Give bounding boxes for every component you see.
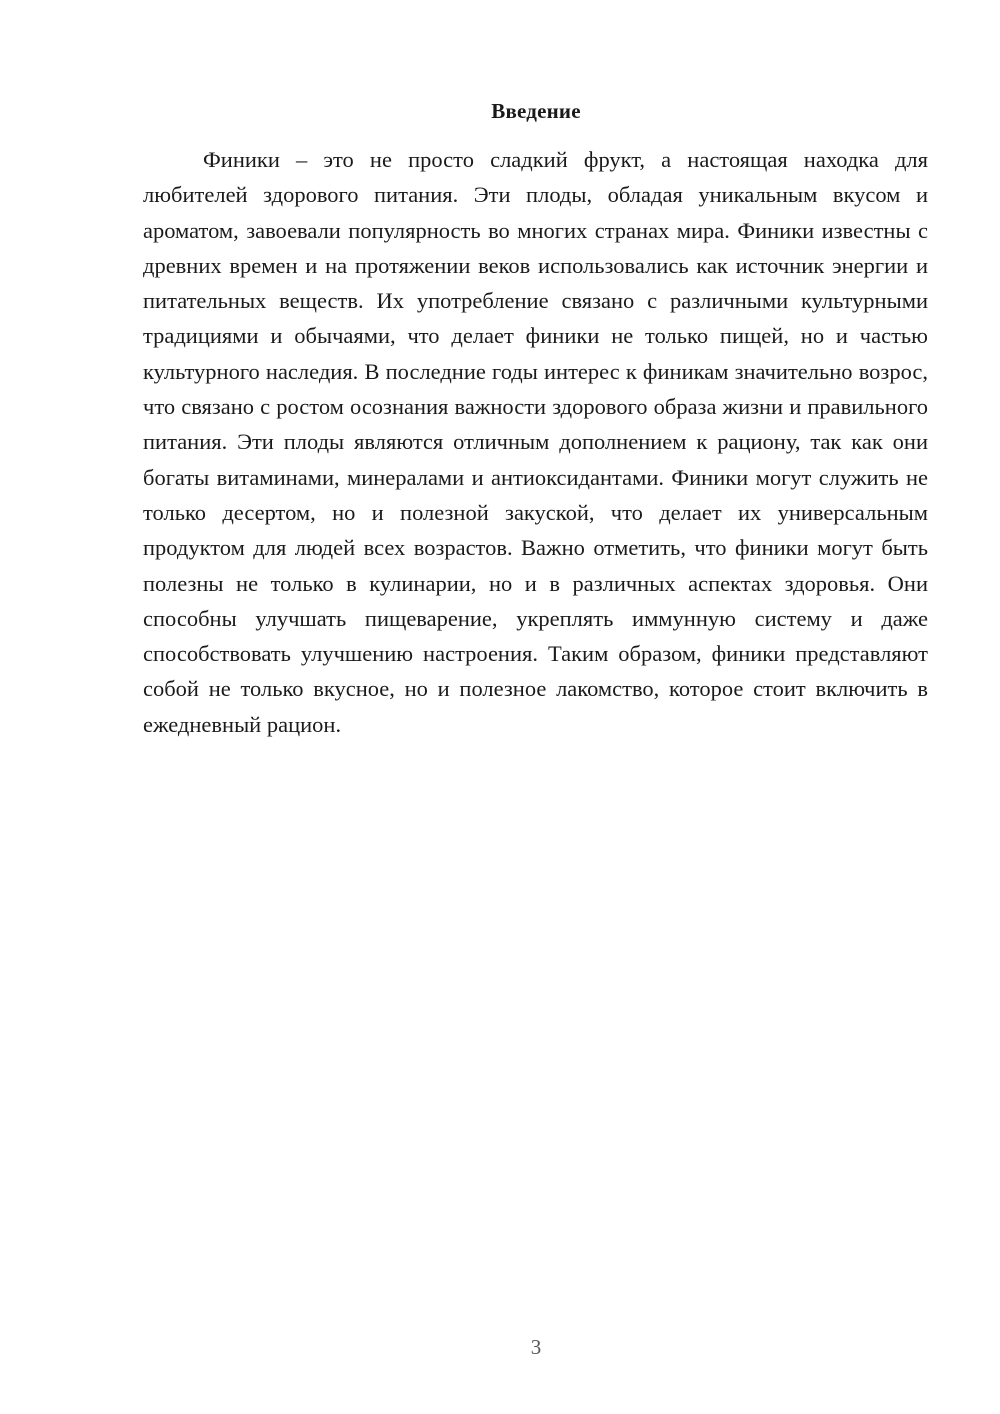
section-heading: Введение — [491, 99, 581, 123]
body-paragraph: Финики – это не просто сладкий фрукт, а настоящая находка для любителей здорового питания. Эти плоды, обладая уникальным вкусом и ароматом, завоевали популярность во многих странах мира. Финики известны с древних времен и на протяжении веков использовались как источник энергии и питательных веществ. Их употребление связано с различными культурными традициями и обычаями, что делает финики не только пищей, но и частью культурного наследия. В последние годы интерес к финикам значительно возрос, что связано с ростом осознания важности здорового образа жизни и правильного питания. Эти плоды являются отличным дополнением к рациону, так как они богаты витаминами, минералами и антиоксидантами. Финики могут служить не только десертом, но и полезной закуской, что делает их универсальным продуктом для людей всех возрастов. Важно отметить, что финики могут быть полезны не только в кулинарии, но и в различных аспектах здоровья. Они способны улучшать пищеварение, укреплять иммунную систему и даже способствовать улучшению настроения. Таким образом, финики представляют собой не только вкусное, но и полезное лакомство, которое стоит включить в ежедневный рацион. — [143, 147, 928, 737]
page-number: 3 — [530, 1335, 542, 1359]
